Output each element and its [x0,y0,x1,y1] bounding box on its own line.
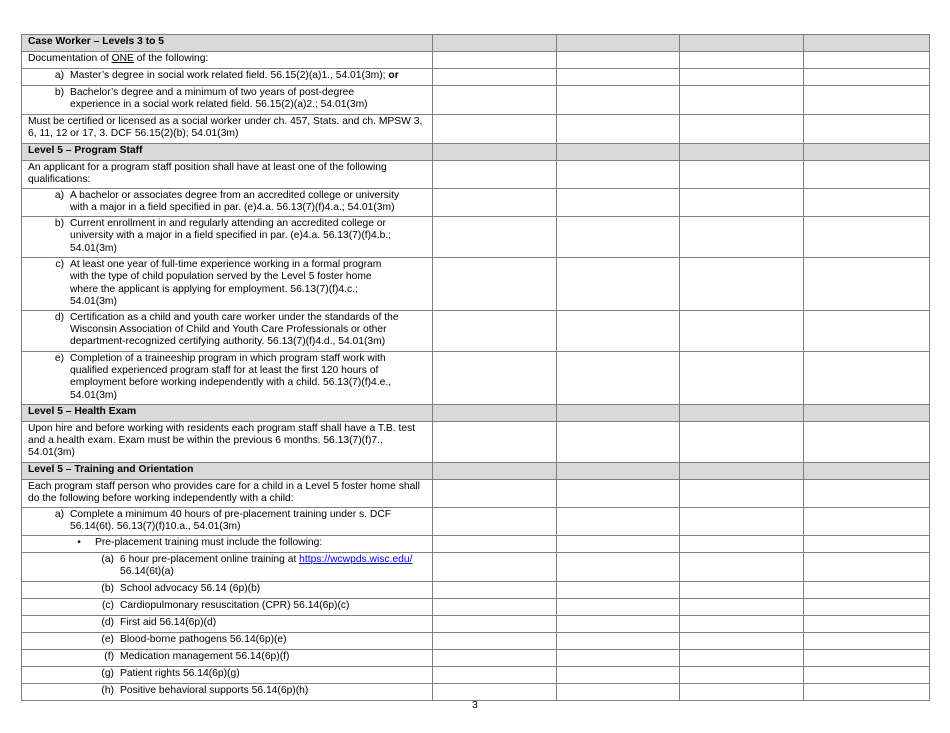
status-cell[interactable] [433,144,557,161]
status-cell[interactable] [557,666,680,683]
table-row [22,421,930,462]
status-cell[interactable] [804,479,930,507]
status-cell[interactable] [557,598,680,615]
status-cell[interactable] [433,598,557,615]
table-row [22,649,930,666]
status-cell[interactable] [433,161,557,189]
status-cell[interactable] [804,535,930,552]
status-cell[interactable] [804,52,930,69]
item-marker: (d) [101,616,114,628]
requirement-item [22,258,433,311]
item-text: Bachelor’s degree and a minimum of two years of post-degree experience in a social work related field. 56.15(2)(a)2.; 54.01(3m) [70,87,368,111]
page-number: 3 [472,700,478,711]
item-text [120,554,418,579]
status-cell[interactable] [433,649,557,666]
item-marker: (f) [104,650,114,662]
status-cell[interactable] [804,615,930,632]
item-text: Current enrollment in and regularly attending an accredited college or university with a major in a field specified in par. (e)4.a. 56.13(7)(f)4.b.; 54.01(3m) [70,218,392,254]
status-cell[interactable] [804,258,930,311]
requirement-item [22,683,433,700]
status-cell[interactable] [804,649,930,666]
requirement-item [22,86,433,115]
status-cell[interactable] [433,189,557,217]
item-text: School advocacy 56.14 (6p)(b) [120,582,261,594]
item-text: At least one year of full-time experience working in a formal program with the type of child population served by the Level 5 foster home where the applicant is applying for employment. 56.13(7)(f)4.c.; 54.01(3m) [70,259,382,308]
requirement-item [22,217,433,258]
requirement-item [22,666,433,683]
table-row [22,217,930,258]
status-cell[interactable] [804,189,930,217]
status-cell[interactable] [680,144,804,161]
status-cell[interactable] [680,52,804,69]
bullet-icon: • [77,536,81,548]
item-text-part: Master’s degree in social work related field. 56.15(2)(a)1., 54.01(3m); [70,70,389,81]
item-marker: a) [54,508,64,520]
item-text: Positive behavioral supports 56.14(6p)(h) [120,684,309,696]
section-header-label: Case Worker – Levels 3 to 5 [28,36,165,47]
section-header [22,462,433,479]
status-cell[interactable] [804,404,930,421]
status-cell[interactable] [557,35,680,52]
status-cell[interactable] [680,615,804,632]
item-text: Medication management 56.14(6p)(f) [120,650,290,662]
table-row-health-exam-header [22,404,930,421]
training-link[interactable]: https://wcwpds.wisc.edu/ [299,553,413,565]
table-row [22,189,930,217]
table-row [22,310,930,351]
status-cell[interactable] [557,507,680,535]
status-cell[interactable] [804,552,930,581]
table-row [22,666,930,683]
table-row [22,115,930,144]
status-cell[interactable] [804,161,930,189]
requirement-item [22,615,433,632]
status-cell[interactable] [433,52,557,69]
item-marker: d) [54,311,64,323]
status-cell[interactable] [433,581,557,598]
table-row [22,351,930,404]
status-cell[interactable] [680,421,804,462]
status-cell[interactable] [804,69,930,86]
status-cell[interactable] [680,115,804,144]
table-row [22,479,930,507]
status-cell[interactable] [680,217,804,258]
item-text: Complete a minimum 40 hours of pre-placement training under s. DCF 56.14(6t). 56.13(7)(f)10.a., 54.01(3m) [70,508,392,533]
requirements-table [21,34,930,701]
status-cell[interactable] [680,189,804,217]
status-cell[interactable] [557,581,680,598]
status-cell[interactable] [680,632,804,649]
section-header-label: Level 5 – Health Exam [28,405,137,417]
table-row [22,552,930,581]
table-row-program-staff-header [22,144,930,161]
table-row [22,615,930,632]
status-cell[interactable] [557,115,680,144]
status-cell[interactable] [804,144,930,161]
status-cell[interactable] [557,615,680,632]
status-cell[interactable] [433,310,557,351]
status-cell[interactable] [804,421,930,462]
status-cell[interactable] [804,115,930,144]
section-header [22,144,433,161]
status-cell[interactable] [433,351,557,404]
item-marker: b) [54,218,64,229]
table-row [22,632,930,649]
item-marker: a) [54,70,64,81]
item-text: First aid 56.14(6p)(d) [120,616,217,628]
status-cell[interactable] [804,666,930,683]
status-cell[interactable] [433,404,557,421]
item-text: Certification as a child and youth care worker under the standards of the Wisconsin Association of Child and Youth Care Professionals or other department-recognized certifying authority. 56.13(7)(f)4.d., 54.01(3m) [70,311,399,348]
status-cell[interactable] [680,258,804,311]
section-header [22,35,433,52]
table-row [22,52,930,69]
status-cell[interactable] [804,632,930,649]
section-header-label: Level 5 – Training and Orientation [28,463,194,475]
status-cell[interactable] [557,683,680,700]
requirement-item [22,189,433,217]
item-marker: e) [54,352,64,364]
section-header-label: Level 5 – Program Staff [28,145,143,156]
item-marker: b) [54,87,64,98]
status-cell[interactable] [433,552,557,581]
status-cell[interactable] [680,666,804,683]
item-marker: (b) [101,582,114,594]
table-row [22,86,930,115]
status-cell[interactable] [557,310,680,351]
item-text: Patient rights 56.14(6p)(g) [120,667,240,679]
status-cell[interactable] [680,351,804,404]
status-cell[interactable] [433,115,557,144]
status-cell[interactable] [433,217,557,258]
status-cell[interactable] [680,35,804,52]
status-cell[interactable] [804,35,930,52]
requirement-item [22,598,433,615]
item-text: Pre-placement training must include the following: [95,536,323,548]
item-marker: (h) [101,684,114,696]
requirement-item [22,535,433,552]
status-cell[interactable] [433,69,557,86]
status-cell[interactable] [680,552,804,581]
status-cell[interactable] [433,535,557,552]
item-marker: (a) [101,553,114,565]
status-cell[interactable] [804,581,930,598]
status-cell[interactable] [804,598,930,615]
status-cell[interactable] [557,649,680,666]
status-cell[interactable] [557,217,680,258]
status-cell[interactable] [433,683,557,700]
table-row [22,507,930,535]
status-cell[interactable] [433,615,557,632]
table-row-training-header [22,462,930,479]
requirement-item [22,69,433,86]
status-cell[interactable] [680,535,804,552]
status-cell[interactable] [680,479,804,507]
item-text-emphasis: or [388,70,399,81]
item-text-part: 56.14(6t)(a) [120,566,174,578]
status-cell[interactable] [680,86,804,115]
status-cell[interactable] [680,581,804,598]
item-marker: (e) [101,633,114,645]
requirement-text: Upon hire and before working with residents each program staff shall have a T.B. test and a health exam. Exam must be within the previous 6 months. 56.13(7)(f)7., 54.01(3m) [22,421,433,462]
status-cell[interactable] [680,310,804,351]
requirement-text-part: of the following: [133,53,209,64]
status-cell[interactable] [433,479,557,507]
table-row [22,161,930,189]
status-cell[interactable] [557,404,680,421]
status-cell[interactable] [804,86,930,115]
requirement-item [22,581,433,598]
item-text: Completion of a traineeship program in which program staff work with qualified experienced program staff for at least the first 120 hours of employment before working independently with a child. 56.13(7)(f)4.e., 54.01(3m) [70,352,392,401]
requirement-item [22,632,433,649]
requirement-emphasis: ONE [111,53,134,64]
status-cell[interactable] [680,462,804,479]
status-cell[interactable] [557,351,680,404]
status-cell[interactable] [557,632,680,649]
requirement-item [22,310,433,351]
table-row [22,258,930,311]
requirement-text: An applicant for a program staff position shall have at least one of the following qualifications: [22,161,433,189]
requirement-text: Each program staff person who provides care for a child in a Level 5 foster home shall do the following before working independently with a child: [22,479,433,507]
status-cell[interactable] [680,649,804,666]
item-text: Cardiopulmonary resuscitation (CPR) 56.14(6p)(c) [120,599,350,611]
status-cell[interactable] [557,144,680,161]
status-cell[interactable] [557,479,680,507]
status-cell[interactable] [557,258,680,311]
table-row-case-worker-header [22,35,930,52]
requirement-item [22,351,433,404]
status-cell[interactable] [804,217,930,258]
section-header [22,404,433,421]
table-row [22,69,930,86]
status-cell[interactable] [557,52,680,69]
item-text: Blood-borne pathogens 56.14(6p)(e) [120,633,287,645]
status-cell[interactable] [433,421,557,462]
status-cell[interactable] [433,35,557,52]
status-cell[interactable] [557,535,680,552]
status-cell[interactable] [557,69,680,86]
status-cell[interactable] [557,86,680,115]
item-text-part: 6 hour pre-placement online training at [120,553,300,565]
status-cell[interactable] [557,161,680,189]
status-cell[interactable] [804,683,930,700]
status-cell[interactable] [680,507,804,535]
status-cell[interactable] [680,598,804,615]
status-cell[interactable] [557,462,680,479]
status-cell[interactable] [433,632,557,649]
requirement-text: Must be certified or licensed as a social worker under ch. 457, Stats. and ch. MPSW 3, 6, 11, 12 or 17, 3. DCF 56.15(2)(b); 54.01(3m) [22,115,433,144]
item-marker: a) [54,190,64,201]
requirement-item [22,507,433,535]
requirement-item [22,649,433,666]
status-cell[interactable] [433,258,557,311]
table-row [22,683,930,700]
status-cell[interactable] [557,552,680,581]
status-cell[interactable] [433,666,557,683]
table-row [22,581,930,598]
status-cell[interactable] [680,404,804,421]
status-cell[interactable] [680,683,804,700]
table-row [22,535,930,552]
status-cell[interactable] [804,351,930,404]
status-cell[interactable] [680,161,804,189]
status-cell[interactable] [804,310,930,351]
status-cell[interactable] [433,462,557,479]
table-row [22,598,930,615]
requirement-text-part: Documentation of [28,53,112,64]
status-cell[interactable] [557,189,680,217]
status-cell[interactable] [680,69,804,86]
item-marker: c) [55,259,64,270]
requirement-item [22,552,433,581]
item-marker: (c) [101,599,114,611]
status-cell[interactable] [804,507,930,535]
item-text [70,70,402,82]
status-cell[interactable] [433,86,557,115]
status-cell[interactable] [433,507,557,535]
status-cell[interactable] [804,462,930,479]
item-text: A bachelor or associates degree from an accredited college or university with a major in a field specified in par. (e)4.a. 56.13(7)(f)4.a.; 54.01(3m) [70,190,400,214]
requirement-text [22,52,433,69]
status-cell[interactable] [557,421,680,462]
item-marker: (g) [101,667,114,679]
